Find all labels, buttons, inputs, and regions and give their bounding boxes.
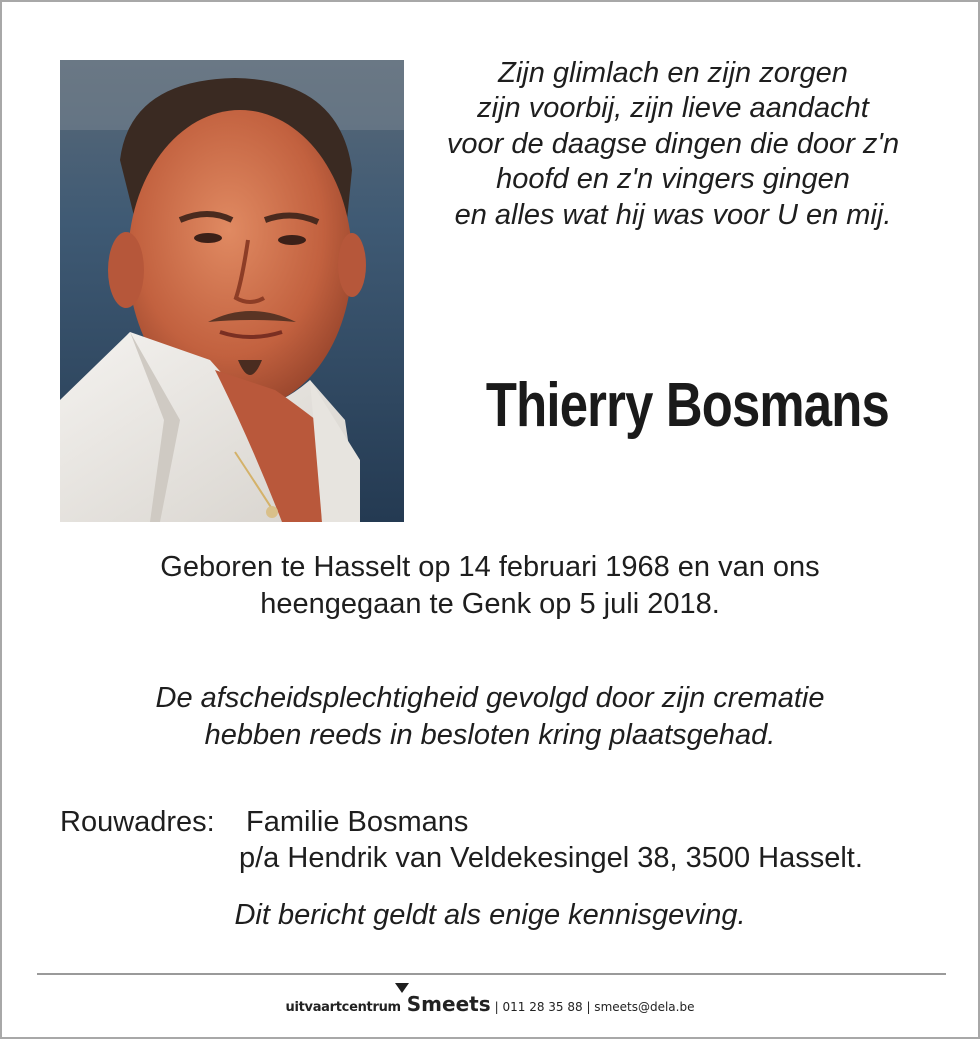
funeral-line: hebben reeds in besloten kring plaatsgehad. — [204, 719, 776, 751]
address-street: p/a Hendrik van Veldekesingel 38, 3500 Hasselt. — [239, 842, 863, 874]
death-line: heengegaan te Genk op 5 juli 2018. — [260, 588, 720, 620]
poem-line: en alles wat hij was voor U en mij. — [454, 198, 892, 231]
funeral-home-footer — [2, 992, 978, 1016]
address-label: Rouwadres: — [60, 806, 215, 838]
poem-line: zijn voorbij, zijn lieve aandacht — [477, 92, 869, 125]
poem-line: hoofd en z'n vingers gingen — [496, 163, 850, 196]
footer-prefix: uitvaartcentrum — [285, 1000, 401, 1015]
footer-divider — [37, 973, 946, 975]
poem-line: voor de daagse dingen die door z'n — [446, 127, 900, 160]
footer-contact: | 011 28 35 88 | smeets@dela.be — [494, 1000, 695, 1014]
memorial-poem — [420, 56, 926, 233]
notice-text: Dit bericht geldt als enige kennisgeving. — [234, 899, 746, 931]
poem-line: Zijn glimlach en zijn zorgen — [498, 57, 848, 89]
address-family: Familie Bosmans — [246, 806, 469, 838]
deceased-name: Thierry Bosmans — [485, 371, 889, 440]
portrait-photo — [60, 60, 404, 522]
footer-brand: Smeets — [406, 992, 491, 1016]
birth-line: Geboren te Hasselt op 14 februari 1968 en van ons — [160, 551, 820, 583]
funeral-line: De afscheidsplechtigheid gevolgd door zijn crematie — [155, 682, 825, 714]
birth-death-info — [2, 549, 978, 623]
funeral-info — [2, 680, 978, 754]
